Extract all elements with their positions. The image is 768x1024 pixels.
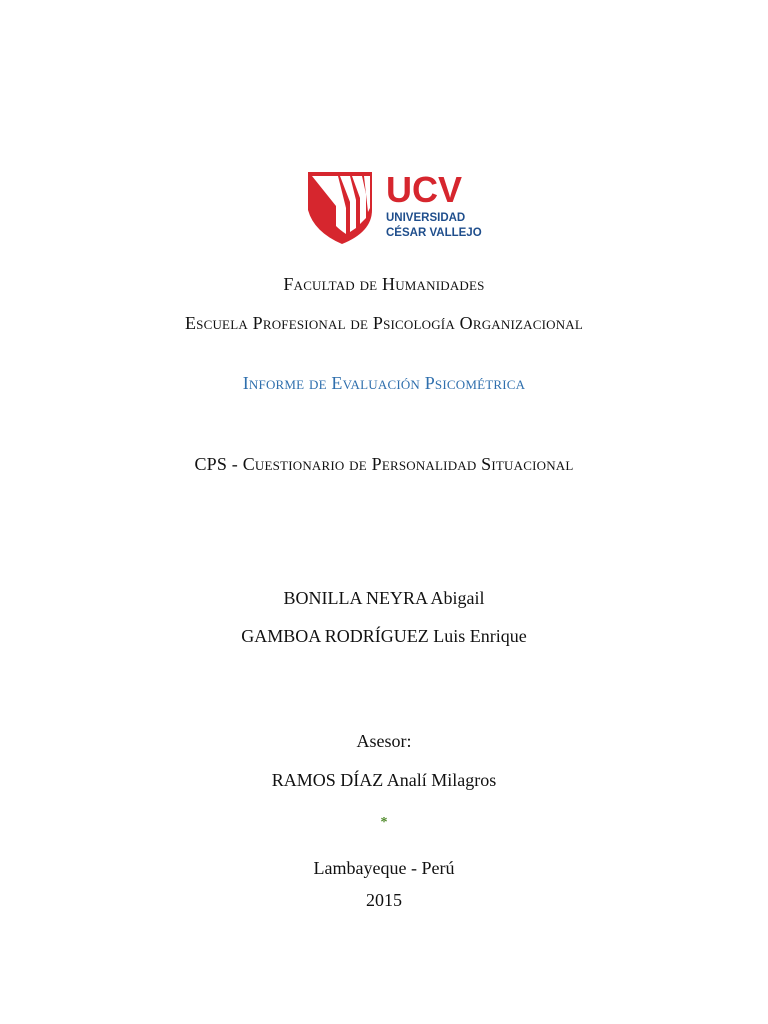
faculty-name: Facultad de Humanidades [283, 274, 485, 294]
separator-mark: * [380, 815, 388, 830]
school-name: Escuela Profesional de Psicología Organizacional [184, 313, 584, 333]
test-name: CPS - Cuestionario de Personalidad Situacional [194, 454, 574, 474]
university-logo [306, 170, 482, 246]
logo-line-1: UNIVERSIDAD [386, 212, 466, 224]
logo-acronym: UCV [386, 170, 463, 210]
logo-line-2: CÉSAR VALLEJO [386, 227, 482, 239]
advisor-name: RAMOS DÍAZ Analí Milagros [271, 770, 497, 790]
report-title: Informe de Evaluación Psicométrica [242, 373, 526, 393]
advisor-label: Asesor: [356, 731, 412, 751]
author-name: GAMBOA RODRÍGUEZ Luis Enrique [241, 626, 527, 646]
year: 2015 [366, 890, 402, 910]
author-name: BONILLA NEYRA Abigail [283, 588, 485, 608]
ucv-shield-icon [306, 170, 482, 246]
location: Lambayeque - Perú [313, 858, 455, 878]
